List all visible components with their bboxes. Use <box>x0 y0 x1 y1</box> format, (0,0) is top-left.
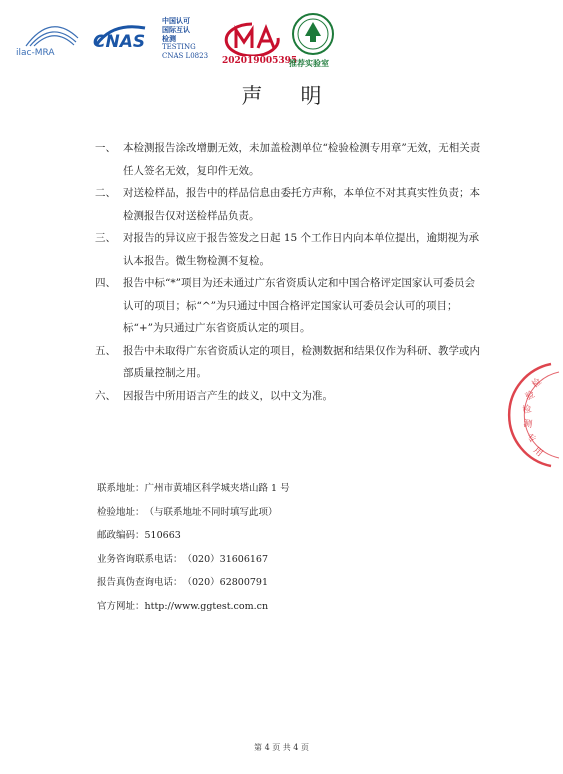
clause-item <box>95 385 485 408</box>
contact-label: 邮政编码： <box>97 530 145 541</box>
seal-stamp-icon <box>505 360 563 470</box>
contact-website-link[interactable]: http://www.ggtest.com.cn <box>144 600 269 612</box>
cert-en-line-2: CNAS L0823 <box>162 52 209 60</box>
svg-text:检: 检 <box>530 376 544 391</box>
contact-website <box>97 595 290 619</box>
cma-emblem-icon <box>222 20 284 56</box>
cert-cn-line-2: 国际互认 <box>162 25 190 34</box>
contact-label: 报告真伪查询电话： <box>97 577 183 588</box>
cnas-logo <box>93 20 157 60</box>
clause-number: 三、 <box>95 232 116 244</box>
cert-en-line-1: TESTING <box>162 43 196 51</box>
contact-verify-phone <box>97 571 290 595</box>
clause-item <box>95 227 485 272</box>
svg-text:测: 测 <box>522 419 533 431</box>
contact-value: （与联系地址不同时填写此项） <box>144 506 278 518</box>
contact-address <box>97 477 290 501</box>
svg-text:用: 用 <box>531 445 545 460</box>
svg-text:专: 专 <box>524 432 538 446</box>
ilac-globe-icon <box>16 18 86 50</box>
official-seal-stamp <box>505 360 563 470</box>
contact-label: 联系地址： <box>97 483 145 494</box>
clause-number: 一、 <box>95 142 116 154</box>
cert-cn-line-1: 中国认可 <box>162 16 190 25</box>
declaration-clauses <box>95 137 485 407</box>
contact-label: 官方网址： <box>97 600 145 612</box>
clause-text: 对送检样品，报告中的样品信息由委托方声称，本单位不对其真实性负责；本检测报告仅对送检样品负责。 <box>123 187 480 222</box>
clause-text: 对报告的异议应于报告签发之日起 15 个工作日内向本单位提出，逾期视为承认本报告。微生物检测不复检。 <box>123 232 480 267</box>
svg-text:验: 验 <box>524 389 537 403</box>
cnas-certificate-text <box>162 16 222 61</box>
svg-text:检: 检 <box>521 404 533 416</box>
clause-item <box>95 340 485 385</box>
clause-item <box>95 272 485 340</box>
clause-item <box>95 182 485 227</box>
contact-label: 业务咨询联系电话： <box>97 553 183 565</box>
contact-info <box>97 477 290 618</box>
contact-postcode <box>97 524 290 548</box>
clause-number: 六、 <box>95 389 116 402</box>
cirq-label: 推荐实验室 <box>289 58 329 68</box>
clause-text: 报告中标“*”项目为还未通过广东省资质认定和中国合格评定国家认可委员会认可的项目；标“^”为只通过中国合格评定国家认可委员会认可的项目；标“+”为只通过广东省资质认定的项目。 <box>123 277 475 334</box>
clause-text: 报告中未取得广东省资质认定的项目，检测数据和结果仅作为科研、教学或内部质量控制之用。 <box>123 344 480 379</box>
cnas-text: CNAS <box>93 32 146 52</box>
cma-logo <box>222 20 284 60</box>
ilac-mra-logo <box>16 18 86 62</box>
cirq-badge-icon <box>288 12 338 58</box>
clause-text: 本检测报告涂改增删无效，未加盖检测单位“检验检测专用章”无效，无相关责任人签名无效，复印件无效。 <box>123 142 481 177</box>
contact-label: 检验地址： <box>97 506 145 518</box>
contact-value: （020）62800791 <box>182 577 269 588</box>
clause-number: 五、 <box>95 344 116 357</box>
contact-value: 广州市黄埔区科学城夹塔山路 1 号 <box>144 483 290 494</box>
cert-cn-line-3: 检测 <box>162 34 176 43</box>
contact-business-phone <box>97 548 290 572</box>
cirq-logo <box>288 12 338 62</box>
cma-number: 202019005395 <box>222 56 298 66</box>
page-title: 声明 <box>241 84 360 108</box>
clause-number: 二、 <box>95 187 116 199</box>
contact-value: 510663 <box>144 530 181 541</box>
clause-text: 因报告中所用语言产生的歧义，以中文为准。 <box>123 389 333 402</box>
contact-test-address <box>97 501 290 525</box>
clause-number: 四、 <box>95 277 116 289</box>
contact-value: （020）31606167 <box>182 553 269 565</box>
certification-logos <box>0 10 563 70</box>
clause-item <box>95 137 485 182</box>
page-footer: 第 4 页 共 4 页 <box>254 743 309 752</box>
ilac-mra-text: ilac-MRA <box>16 48 55 58</box>
